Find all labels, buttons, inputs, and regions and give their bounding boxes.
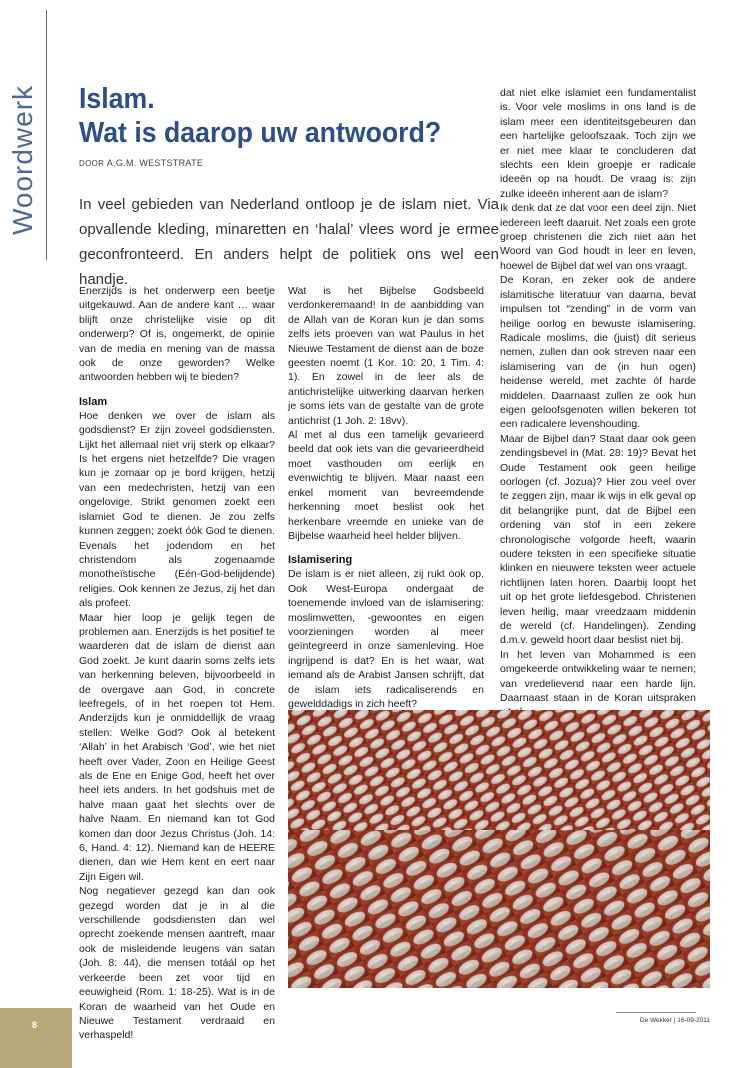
title-line-2: Wat is daarop uw antwoord? [79, 117, 442, 149]
photo-praying-crowd [288, 710, 710, 988]
byline-author: A.G.M. WESTSTRATE [106, 158, 204, 168]
footer-divider [616, 1012, 696, 1013]
byline [79, 158, 203, 168]
paragraph: De Koran, en zeker ook de andere islamitische literatuur van daarna, bevat impulsen tot “zending” in de vorm van heilige oorlog en bewuste islamisering. Radicale moslims, die (juist) dit serieus nemen, zullen dan ook streven naar een islamisering van de (in hun ogen) heidense wereld, met zachte óf harde middelen. Daarnaast zullen ze ook hun eigen geloofsgenoten willen bekeren tot een radicalere levenshouding. [500, 274, 696, 431]
paragraph: Maar hier loop je gelijk tegen de problemen aan. Enerzijds is het positief te waarderen dat de islam de dienst aan God zoekt. Je kunt daarin soms zelfs iets van herkenning beleven, bijvoorbeeld in de overgave aan God, in concrete leefregels, of in het roepen tot Hem. Anderzijds kun je onmiddellijk de vraag stellen: Welke God? Ook al betekent ‘Allah’ in het Arabisch ‘God’, wie het niet heeft over Vader, Zoon en Heilige Geest als de Ene en Enige God, heeft het over heel iets anders. In het godshuis met de halve maan gaat het slechts over de halve Naam. En niemand kan tot God komen dan door Jezus Christus (Joh. 14: 6, Hand. 4: 12). Niemand kan de HEERE dienen, dan wie Hem kent en eert naar Zijn Eigen wil. [79, 611, 275, 883]
article-title [79, 82, 465, 150]
intro-paragraph: Enerzijds is het onderwerp een beetje uitgekauwd. Aan de andere kant … waar blijft onze christelijke visie op dit onderwerp? Of is, ongemerkt, de opinie van de media en mening van de massa ook de onze geworden? Welke antwoorden hebben wij te bieden? [79, 285, 275, 384]
paragraph: Wat is het Bijbelse Godsbeeld verdonkeremaand! In de aanbidding van de Allah van de Koran kun je dan soms zelfs iets proeven van wat Paulus in het Nieuwe Testament de dienst aan de boze geesten noemt (1 Kor. 10: 20, 1 Tim. 4: 1). En zowel in de leer als de antichristelijke uitwerking daarvan herken je soms iets van de gestalte van de grote antichrist (1 Joh. 2: 18vv). [288, 285, 484, 427]
paragraph: Ik denk dat ze dat voor een deel zijn. Niet iedereen leeft daaruit. Net zoals een grote groep christenen die zich niet aan het Woord van God houdt in leer en leven, hoewel de Bijbel dat wel van ons vraagt. [500, 202, 696, 272]
column-1 [79, 284, 275, 1043]
paragraph: Maar de Bijbel dan? Staat daar ook geen zendingsbevel in (Mat. 28: 19)? Bevat het Oude Testament ook geen heilige oorlogen (cf. Jozua)? Hier zou veel over te zeggen zijn, maar ik wijs in elk geval op dit belangrijke punt, dat de Bijbel een ordening van stof in een zekere chronologische volgorde heeft, waarin oudere teksten in een specifieke situatie klinken en nieuwere teksten weer actuele richtlijnen laten horen. Daarbij loopt het uit op het grote liefdesgebod. Christenen leven heilig, maar vreedzaam middenin de wereld (cf. Handelingen). Zending d.m.v. geweld hoort daar beslist niet bij. [500, 432, 696, 647]
byline-prefix: DOOR [79, 159, 105, 168]
section-divider [46, 10, 47, 260]
page-number-tab [0, 1008, 72, 1068]
photo-praying-crowd-image [288, 710, 710, 988]
column-3 [500, 86, 696, 720]
section-label [0, 60, 46, 260]
paragraph: Nog negatiever gezegd kan dan ook gezegd worden dat je in al die verschillende godsdiensten dan wel oprecht zoekende mensen aantreft, maar ook de misleidende leugens van satan (Joh. 8: 44), die mensen totáál op het verkeerde been zet voor tijd en eeuwigheid (Rom. 1: 18-25). Wat is in de Koran de waarheid van het Oude en Nieuwe Testament verdraaid en verhaspeld! [79, 885, 275, 1042]
title-line-1: Islam. [79, 83, 155, 115]
section-label-text: Woordwerk [7, 84, 38, 236]
column-2 [288, 284, 484, 726]
heading-islamisering: Islamisering [288, 554, 353, 567]
heading-islam: Islam [79, 395, 108, 408]
paragraph: De islam is er niet alleen, zij rukt ook op. Ook West-Europa ondergaat de toenemende invloed van de islamisering: moslimwetten, -gewoontes en eigen voorzieningen worden al meer geïntegreerd in onze samenleving. Hoe ingrijpend is dat? En is het waar, wat iemand als de Arabist Jansen schrijft, dat de islam iets radicaliserends en gewelddadigs in zich heeft? [288, 568, 484, 710]
page-number: 8 [32, 1020, 38, 1030]
lead-paragraph: In veel gebieden van Nederland ontloop je de islam niet. Via opvallende kleding, minaretten en ‘halal’ vlees word je ermee geconfronteerd. En anders helpt de politiek ons wel een handje. [79, 196, 499, 288]
paragraph: Hoe denken we over de islam als godsdienst? Er zijn zoveel godsdiensten. Lijkt het allemaal niet vrij sterk op elkaar? Is het ergens niet hetzelfde? Die vragen kun je zomaar op je bord krijgen, hetzij van een medechristen, hetzij van een ongelovige. Strikt genomen zoekt een islamiet God te dienen. Je zou zelfs kunnen zeggen; zoekt óók God te dienen. Evenals het jodendom en het christendom als zogenaamde monotheïstische (Eén-God-belijdende) religies. Ook kennen ze Jezus, zij het dan als profeet. [79, 409, 275, 610]
paragraph: dat niet elke islamiet een fundamentalist is. Voor vele moslims in ons land is de islam meer een identiteitsgebeuren dan een hartelijke geloofszaak. Toch zijn we er niet mee klaar te concluderen dat slechts een klein groepje er radicale ideeën op na houdt. De vraag is: zijn zulke ideeën inherent aan de islam? [500, 87, 696, 200]
footer-publication: De Wekker | 16-09-2011 [639, 1017, 710, 1024]
paragraph: Al met al dus een tamelijk gevarieerd beeld dat ook iets van die gevarieerdheid moet vasthouden om eerlijk en evenwichtig te blijven. Maar naast een enkel moment van bevreemdende herkenning moet beslist ook het herkenbare vreemde en unieke van de Bijbelse waarheid heel helder blijven. [288, 429, 484, 542]
paragraph: In het leven van Mohammed is een omgekeerde ontwikkeling waar te nemen; van vredelievend naar een harde lijn. Daarnaast staan in de Koran uitspraken [500, 648, 696, 705]
